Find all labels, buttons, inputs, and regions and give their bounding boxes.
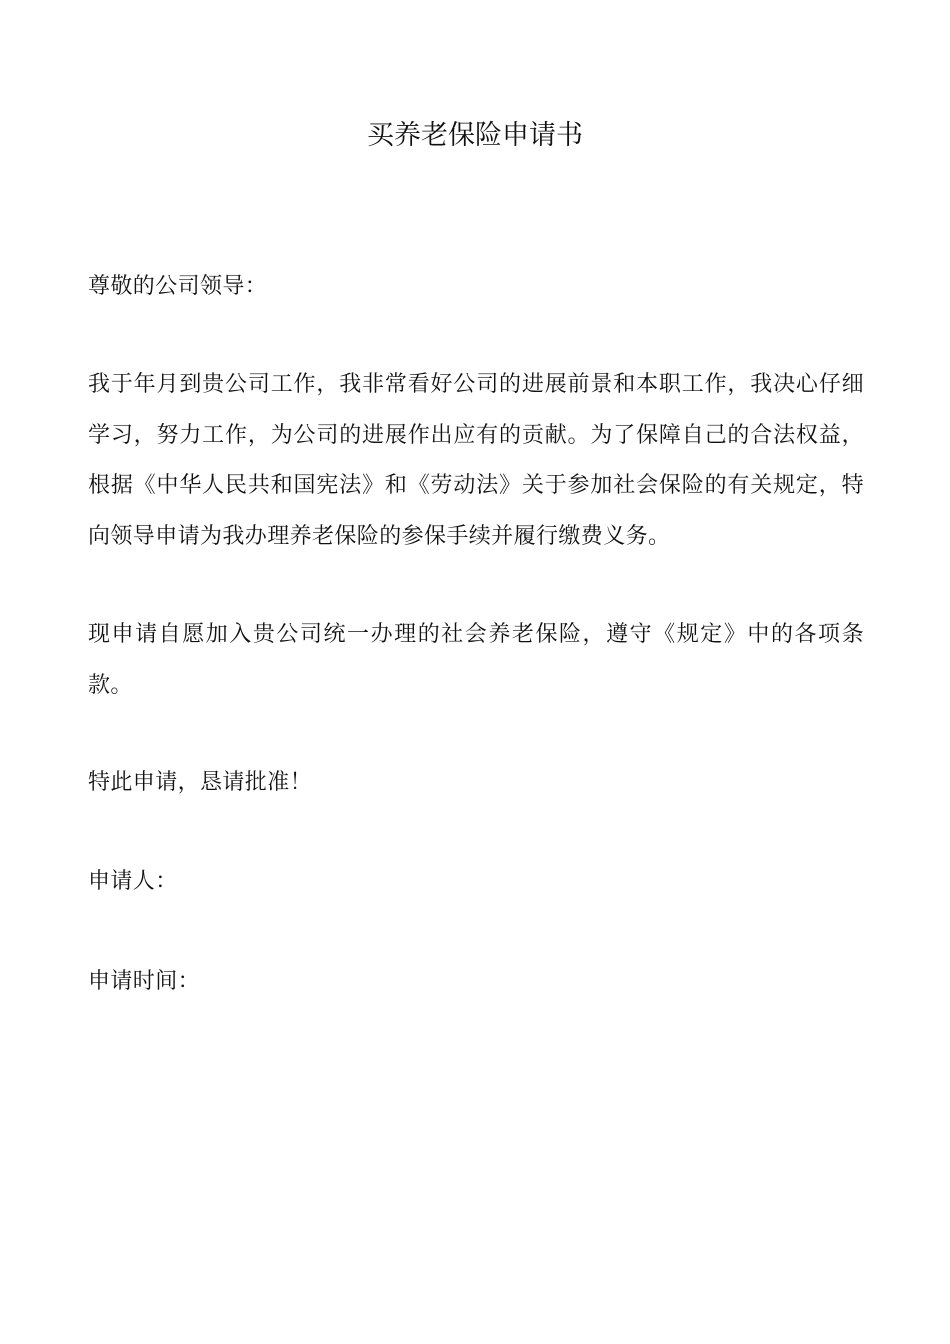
body-paragraph-1: 我于年月到贵公司工作，我非常看好公司的进展前景和本职工作，我决心仔细学习，努力工作，为公司的进展作出应有的贡献。为了保障自己的合法权益，根据《中华人民共和国宪法》和《劳动法》关于参加社会保险的有关规定，特向领导申请为我办理养老保险的参保手续并履行缴费义务。	[88, 372, 864, 549]
greeting: 尊敬的公司领导：	[88, 274, 268, 299]
applicant-label: 申请人：	[88, 869, 178, 894]
body-paragraph-2: 现申请自愿加入贵公司统一办理的社会养老保险，遵守《规定》中的各项条款。	[88, 622, 864, 698]
document-title: 买养老保险申请书	[367, 120, 583, 151]
application-date-label: 申请时间：	[88, 969, 201, 994]
closing-line: 特此申请，恳请批准！	[88, 770, 313, 795]
